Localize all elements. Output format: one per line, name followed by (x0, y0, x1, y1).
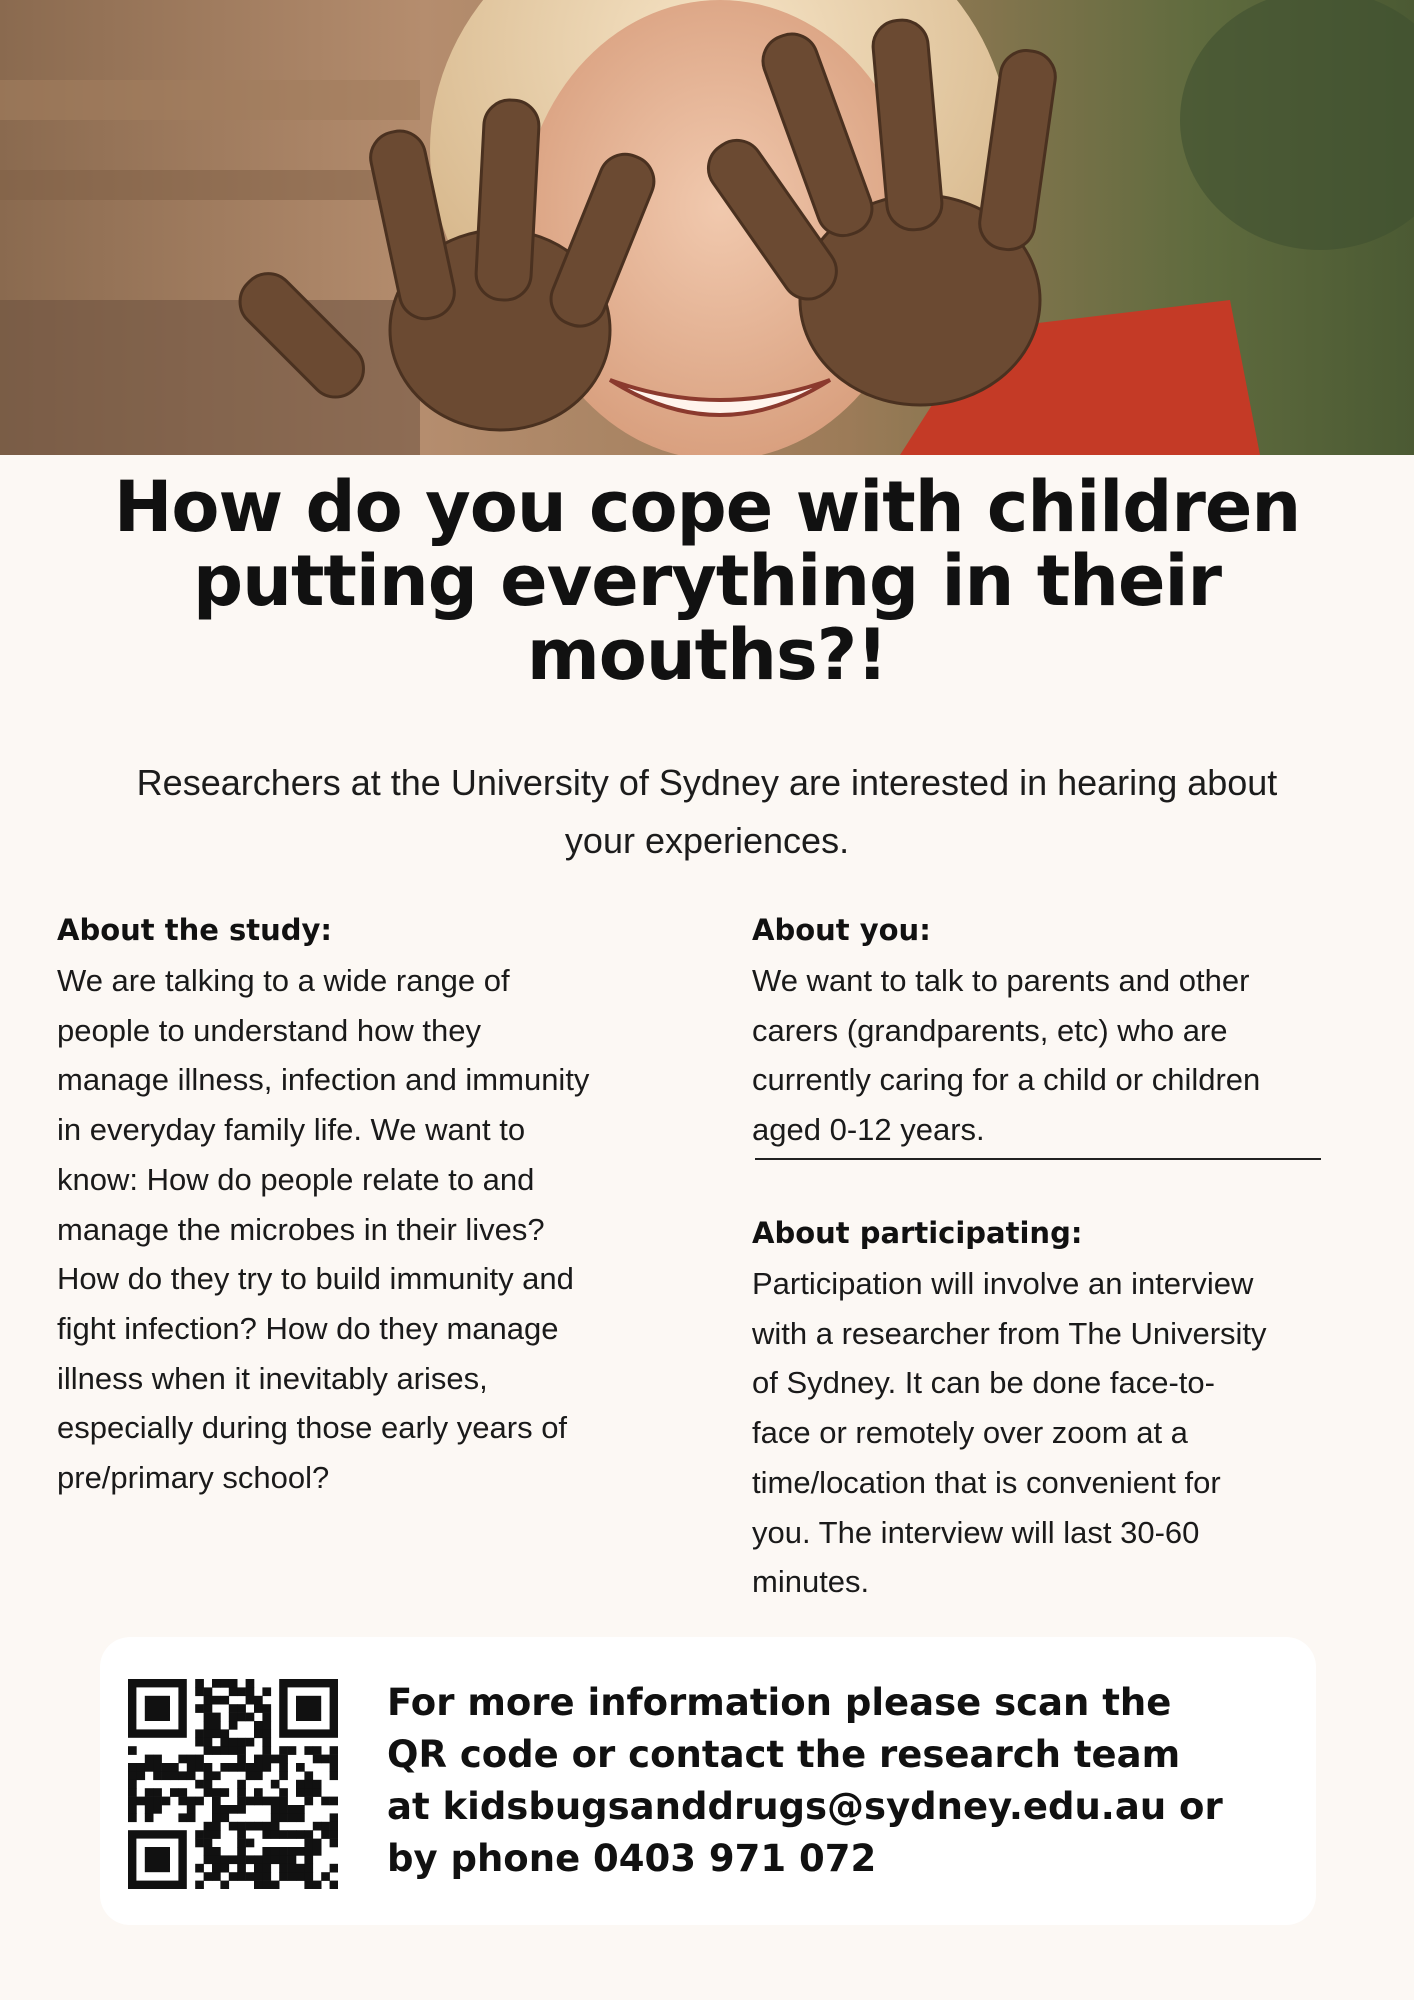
about-participating-text (752, 1259, 1352, 1607)
study-line: illness when it inevitably arises, (57, 1360, 488, 1396)
you-line: currently caring for a child or children (752, 1062, 1261, 1098)
qr-code-icon[interactable] (128, 1679, 338, 1889)
about-you-text (752, 956, 1352, 1155)
participating-line: time/location that is convenient for (752, 1464, 1221, 1500)
study-line: manage illness, infection and immunity (57, 1062, 590, 1098)
contact-phone-line[interactable]: by phone 0403 971 072 (387, 1837, 877, 1880)
study-line: How do they try to build immunity and (57, 1261, 574, 1297)
participating-line: face or remotely over zoom at a (752, 1415, 1188, 1451)
study-line: especially during those early years of (57, 1410, 568, 1446)
contact-info (387, 1677, 1287, 1885)
title-line-2: putting everything in their (193, 540, 1221, 622)
contact-line: QR code or contact the research team (387, 1733, 1181, 1776)
study-line: pre/primary school? (57, 1460, 330, 1496)
about-you-heading: About you: (752, 913, 931, 947)
about-study-text (57, 956, 667, 1503)
study-line: people to understand how they (57, 1012, 481, 1048)
participating-line: of Sydney. It can be done face-to- (752, 1365, 1215, 1401)
participating-line: you. The interview will last 30-60 (752, 1514, 1200, 1550)
intro-text (60, 754, 1354, 870)
study-line: We are talking to a wide range of (57, 963, 510, 998)
study-line: know: How do people relate to and (57, 1161, 535, 1197)
you-line: carers (grandparents, etc) who are (752, 1012, 1228, 1048)
hero-photo (0, 0, 1414, 455)
study-line: in everyday family life. We want to (57, 1112, 526, 1148)
study-line: manage the microbes in their lives? (57, 1211, 545, 1247)
intro-line-1: Researchers at the University of Sydney are interested in hearing about (136, 762, 1278, 803)
contact-email-line[interactable]: at kidsbugsanddrugs@sydney.edu.au or (387, 1785, 1223, 1828)
participating-line: with a researcher from The University (752, 1315, 1267, 1351)
title-line-1: How do you cope with children (113, 466, 1301, 548)
title-line-3: mouths?! (526, 614, 888, 696)
page-title (60, 466, 1354, 696)
participating-line: Participation will involve an interview (752, 1266, 1254, 1301)
about-participating-heading: About participating: (752, 1216, 1083, 1250)
section-divider (755, 1158, 1321, 1160)
participating-line: minutes. (752, 1564, 870, 1600)
study-line: fight infection? How do they manage (57, 1310, 559, 1346)
contact-line: For more information please scan the (387, 1681, 1172, 1724)
contact-card (100, 1637, 1316, 1925)
about-study-heading: About the study: (57, 913, 333, 947)
you-line: We want to talk to parents and other (752, 963, 1250, 998)
you-line: aged 0-12 years. (752, 1112, 985, 1148)
intro-line-2: your experiences. (564, 820, 850, 861)
